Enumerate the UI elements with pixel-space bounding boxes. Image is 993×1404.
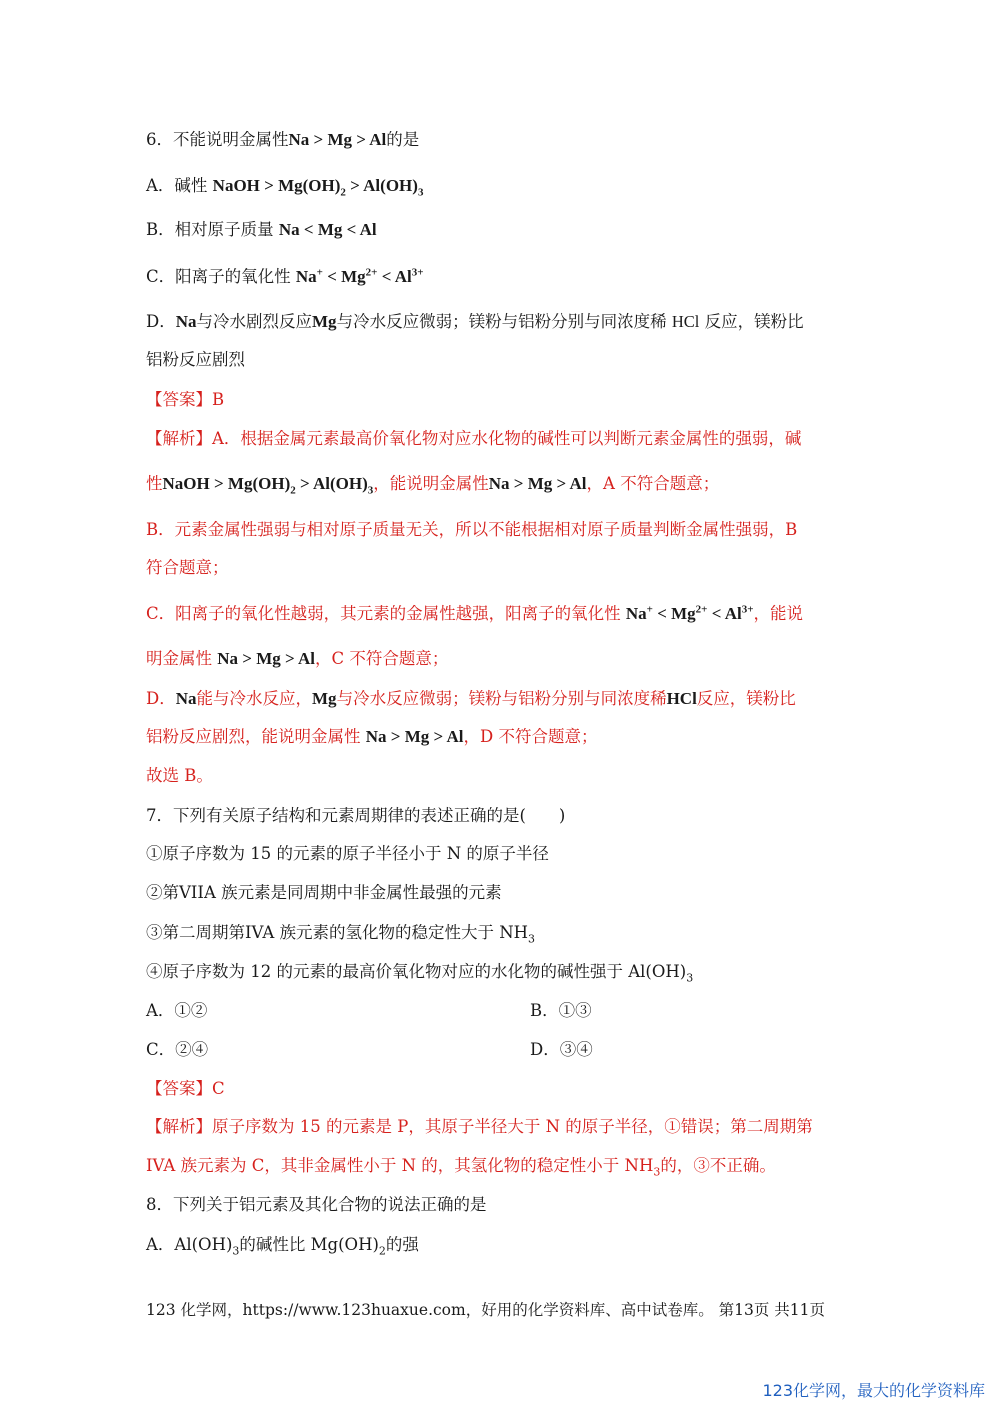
q8-option-a: A．$Al(OH)_3$的碱性比 $Mg(OH)_2$的强: [146, 1235, 419, 1258]
q6-explanation-line6: 明金属性 Na > Mg > Al，C 不符合题意；: [146, 649, 449, 668]
q6-explanation-line4: 符合题意；: [146, 558, 229, 577]
q7-option-b: B．①③: [530, 1001, 592, 1020]
q7-statement-4: ④原子序数为 12 的元素的最高价氧化物对应的水化物的碱性强于 $Al(OH)_3$: [146, 962, 694, 985]
brand-watermark: 123化学网，最大的化学资料库: [762, 1381, 985, 1400]
q6-option-d-line2: 铝粉反应剧烈: [146, 350, 245, 369]
q6-explanation-line2: 性NaOH > $Mg(OH)_2 > Al(OH)_3$，能说明金属性Na > Mg > Al，A 不符合题意；: [146, 474, 720, 497]
q6-explanation-line7: D．Na能与冷水反应，Mg与冷水反应微弱；镁粉与铝粉分别与同浓度稀HCl反应，镁粉比: [146, 689, 796, 708]
q6-option-d-line1: D．Na与冷水剧烈反应Mg与冷水反应微弱；镁粉与铝粉分别与同浓度稀 HCl 反应，镁粉比: [146, 312, 804, 331]
page-footer: 123 化学网，https://www.123huaxue.com，好用的化学资料库、高中试卷库。 第13页 共11页: [146, 1301, 826, 1319]
q6-answer: 【答案】B: [146, 390, 225, 409]
q7-option-c: C．②④: [146, 1040, 209, 1059]
q7-option-d: D．③④: [530, 1040, 593, 1059]
q7-answer: 【答案】C: [146, 1079, 225, 1098]
q6-stem: 6．不能说明金属性Na > Mg > Al的是: [146, 130, 420, 149]
q7-stem: 7．下列有关原子结构和元素周期律的表述正确的是( ): [146, 806, 566, 825]
q6-explanation-line5: C．阳离子的氧化性越弱，其元素的金属性越强，阳离子的氧化性 $Na^+ < Mg^{2+} < Al^{3+}$，能说: [146, 603, 803, 623]
q6-explanation-line1: 【解析】A．根据金属元素最高价氧化物对应水化物的碱性可以判断元素金属性的强弱，碱: [146, 429, 802, 448]
q6-explanation-line9: 故选 B。: [146, 766, 213, 785]
q7-statement-3: ③第二周期第IVA 族元素的氢化物的稳定性大于 $NH_3$: [146, 923, 536, 946]
q7-option-a: A．①②: [146, 1001, 208, 1020]
q6-explanation-line3: B．元素金属性强弱与相对原子质量无关，所以不能根据相对原子质量判断金属性强弱，B: [146, 520, 798, 539]
q7-statement-1: ①原子序数为 15 的元素的原子半径小于 N 的原子半径: [146, 844, 549, 863]
q7-explanation-line2: IVA 族元素为 C，其非金属性小于 N 的，其氢化物的稳定性小于 $NH_3$的，③不正确。: [146, 1156, 776, 1179]
q7-statement-2: ②第VIIA 族元素是同周期中非金属性最强的元素: [146, 883, 502, 902]
q6-explanation-line8: 铝粉反应剧烈，能说明金属性 Na > Mg > Al，D 不符合题意；: [146, 727, 598, 746]
q8-stem: 8．下列关于铝元素及其化合物的说法正确的是: [146, 1195, 487, 1214]
q7-explanation-line1: 【解析】原子序数为 15 的元素是 P，其原子半径大于 N 的原子半径，①错误；第二周期第: [146, 1117, 813, 1136]
q6-option-c: C．阳离子的氧化性 $Na^+ < Mg^{2+} < Al^{3+}$: [146, 266, 424, 286]
q6-option-b: B．相对原子质量 Na < Mg < Al: [146, 220, 377, 239]
q6-option-a: A．碱性 NaOH > $Mg(OH)_2 > Al(OH)_3$: [146, 176, 424, 199]
